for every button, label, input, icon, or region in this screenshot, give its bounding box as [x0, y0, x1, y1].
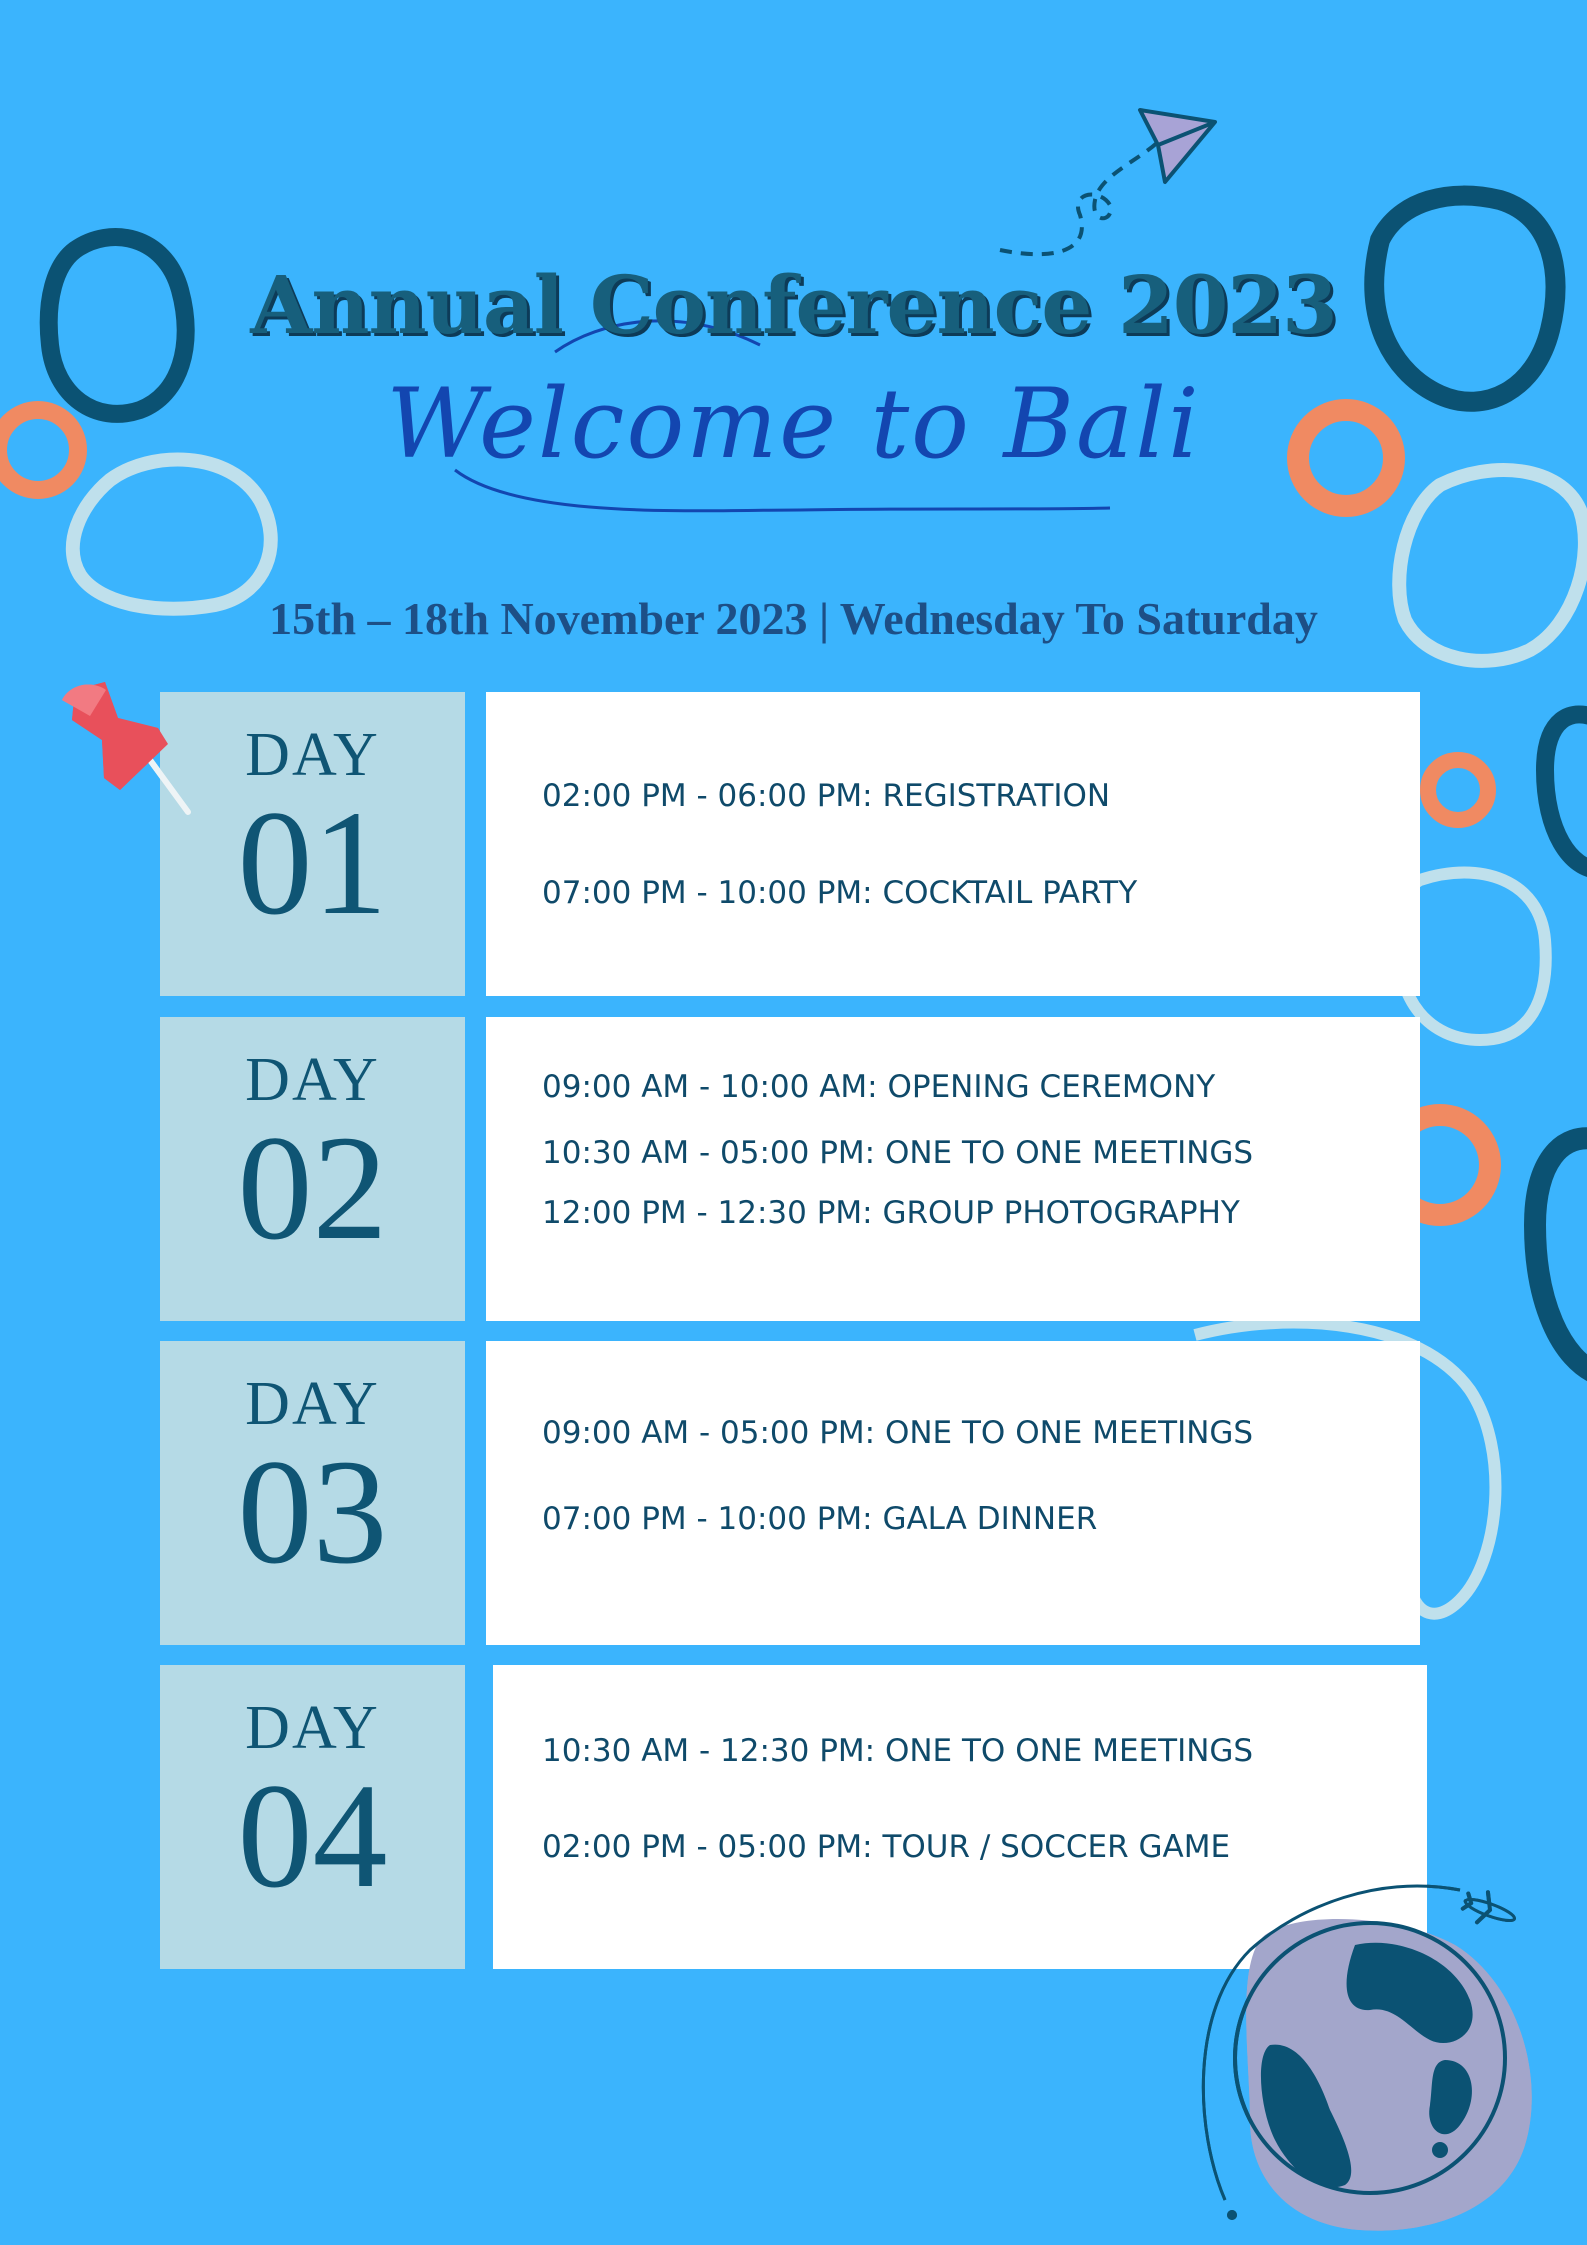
schedule-item: 10:30 AM - 05:00 PM: ONE TO ONE MEETINGS: [542, 1135, 1254, 1171]
day-04-label-box: [160, 1665, 465, 1969]
page-title: Annual Conference 2023: [250, 258, 1337, 352]
schedule-item: 09:00 AM - 05:00 PM: ONE TO ONE MEETINGS: [542, 1415, 1254, 1451]
schedule-item: 12:00 PM - 12:30 PM: GROUP PHOTOGRAPHY: [542, 1195, 1240, 1231]
day-03-schedule: [486, 1341, 1420, 1645]
day-number: 01: [237, 780, 388, 946]
paper-plane-icon: [1000, 110, 1215, 254]
schedule-item: 10:30 AM - 12:30 PM: ONE TO ONE MEETINGS: [542, 1733, 1254, 1769]
welcome-script: Welcome to Bali: [386, 368, 1201, 480]
day-number: 03: [237, 1429, 388, 1595]
day-label: DAY: [245, 721, 380, 789]
day-01-schedule: [486, 692, 1420, 996]
event-dates: 15th – 18th November 2023 | Wednesday To Saturday: [269, 593, 1318, 644]
day-01-label-box: [160, 692, 465, 996]
ring-light-top-left: [73, 460, 271, 609]
schedule-item: 09:00 AM - 10:00 AM: OPENING CEREMONY: [542, 1069, 1216, 1105]
airplane-icon: [1460, 1886, 1520, 1934]
day-label: DAY: [245, 1370, 380, 1438]
day-label: DAY: [245, 1694, 380, 1762]
day-02-label-box: [160, 1017, 465, 1321]
ring-light-right-2: [1400, 873, 1546, 1041]
schedule-item: 07:00 PM - 10:00 PM: GALA DINNER: [542, 1501, 1098, 1537]
schedule-item: 02:00 PM - 05:00 PM: TOUR / SOCCER GAME: [542, 1829, 1231, 1865]
day-label: DAY: [245, 1046, 380, 1114]
ring-orange-right-small: [1428, 760, 1488, 820]
schedule-item: 02:00 PM - 06:00 PM: REGISTRATION: [542, 778, 1111, 814]
day-number: 04: [237, 1753, 388, 1919]
day-02-schedule: [486, 1017, 1420, 1321]
airplane-icon: [1460, 1886, 1520, 1934]
schedule-item: 07:00 PM - 10:00 PM: COCKTAIL PARTY: [542, 875, 1138, 911]
day-number: 02: [237, 1105, 388, 1271]
ring-dark-right-partial: [1545, 714, 1587, 870]
day-03-label-box: [160, 1341, 465, 1645]
ring-dark-right-2: [1535, 1138, 1587, 1375]
day-04-schedule: [493, 1665, 1427, 1969]
